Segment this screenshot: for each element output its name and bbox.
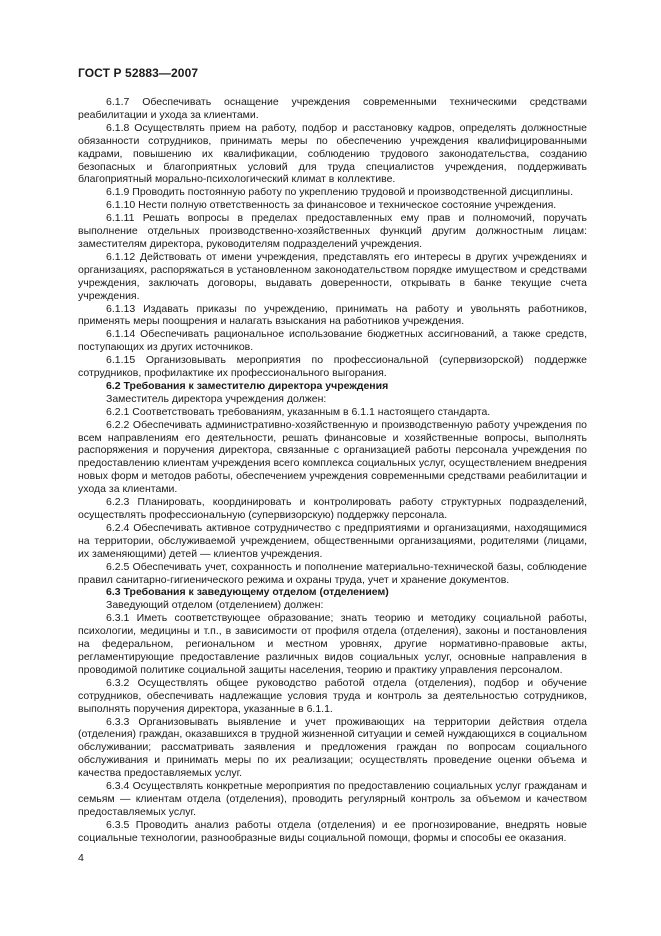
paragraph-6-2-4: 6.2.4 Обеспечивать активное сотрудничество с предприятиями и организациями, находящимися на территории, обслуживаемой учреждением, общественными организациями, родителями (лицами, их заменяющими) детей — клиентов учреждения. — [78, 521, 587, 560]
paragraph-6-1-9: 6.1.9 Проводить постоянную работу по укреплению трудовой и производственной дисциплины. — [106, 186, 573, 199]
document-body — [78, 96, 587, 845]
paragraph-6-1-14: 6.1.14 Обеспечивать рациональное использование бюджетных ассигнований, а также средств, поступающих из других источников. — [78, 328, 587, 354]
paragraph-6-2-5: 6.2.5 Обеспечивать учет, сохранность и пополнение материально-технической базы, соблюдение правил санитарно-гигиенического режима и охраны труда, учет и хранение документов. — [78, 560, 587, 586]
paragraph-6-1-10: 6.1.10 Нести полную ответственность за финансовое и техническое состояние учреждения. — [106, 199, 557, 212]
paragraph-6-1-12: 6.1.12 Действовать от имени учреждения, представлять его интересы в других учреждениях и организациях, распоряжаться в установленном законодательством порядке имуществом и средствами учреждения, заключать договоры, выдавать доверенности, открывать в банке текущие счета учреждения. — [78, 250, 587, 302]
paragraph-6-2-intro: Заместитель директора учреждения должен: — [106, 392, 327, 405]
paragraph-6-1-11: 6.1.11 Решать вопросы в пределах предоставленных ему прав и полномочий, поручать выполнение отдельных производственно-хозяйственных функций другим должностным лицам: заместителям директора, руководителям подразделений учреждения. — [78, 212, 587, 250]
paragraph-6-1-8: 6.1.8 Осуществлять прием на работу, подбор и расстановку кадров, определять должностные обязанности сотрудников, принимать меры по обеспечению учреждения квалифицированными кадрами, повышению их квалификации, соблюдению трудового законодательства, созданию безопасных и благоприятных условий для труда специалистов учреждения, поддерживать благоприятный морально-психологический климат в коллективе. — [78, 121, 587, 186]
paragraph-6-3-5: 6.3.5 Проводить анализ работы отдела (отделения) и ее прогнозирование, внедрять новые социальные технологии, разнообразные виды социальной помощи, формы и способы ее оказания. — [78, 818, 587, 844]
paragraph-6-1-7: 6.1.7 Обеспечивать оснащение учреждения современными техническими средствами реабилитации и ухода за клиентами. — [78, 96, 587, 121]
paragraph-6-3-4: 6.3.4 Осуществлять конкретные мероприятия по предоставлению социальных услуг гражданам и семьям — клиентам отдела (отделения), проводить регулярный контроль за объемом и качеством предоставляемых услуг. — [78, 780, 587, 818]
section-heading-6-3: 6.3 Требования к заведующему отделом (отделением) — [106, 586, 389, 599]
paragraph-6-2-3: 6.2.3 Планировать, координировать и контролировать работу структурных подразделений, осуществлять профессиональную (супервизорскую) поддержку персонала. — [78, 496, 587, 521]
paragraph-6-3-2: 6.3.2 Осуществлять общее руководство работой отдела (отделения), подбор и обучение сотрудников, обеспечивать надлежащие условия труда и контроль за деятельностью сотрудников, выполнять поручения директора, указанные в 6.1.1. — [78, 676, 587, 715]
paragraph-6-1-15: 6.1.15 Организовывать мероприятия по профессиональной (супервизорской) поддержке сотрудников, профилактике их профессионального выгорания. — [78, 354, 587, 380]
document-header: ГОСТ Р 52883—2007 — [78, 66, 199, 80]
paragraph-6-3-intro: Заведующий отделом (отделением) должен: — [106, 599, 324, 612]
paragraph-6-2-1: 6.2.1 Соответствовать требованиям, указанным в 6.1.1 настоящего стандарта. — [106, 405, 491, 418]
section-heading-6-2: 6.2 Требования к заместителю директора учреждения — [106, 379, 389, 392]
paragraph-6-3-1: 6.3.1 Иметь соответствующее образование; знать теорию и методику социальной работы, психологии, медицины и т.п., в зависимости от профиля отдела (отделения), законы и постановления на федеральном, региональном и местном уровнях, другие нормативно-правовые акты, регламентирующие предоставление различных видов социальных услуг, основные направления в проводимой политике социальной защиты населения, теорию и практику управления персоналом. — [78, 612, 587, 676]
paragraph-6-3-3: 6.3.3 Организовывать выявление и учет проживающих на территории действия отдела (отделения) граждан, оказавшихся в трудной жизненной ситуации и семей нуждающихся в социальном обслуживании; рассматривать заявления и предложения граждан по вопросам социального обслуживания и принимать меры по их реализации; осуществлять проведение оценки объема и качества предоставляемых услуг. — [78, 715, 587, 780]
paragraph-6-2-2: 6.2.2 Обеспечивать административно-хозяйственную и производственную работу учреждения по всем направлениям его деятельности, решать финансовые и хозяйственные вопросы, выполнять распоряжения и поручения директора, связанные с организацией работы персонала учреждения по предоставлению клиентам учреждения всего комплекса социальных услуг, осуществлением внедрения новых форм и методов работы, обеспечением учреждения современными средствами реабилитации и ухода за клиентами. — [78, 418, 587, 496]
paragraph-6-1-13: 6.1.13 Издавать приказы по учреждению, принимать на работу и увольнять работников, применять меры поощрения и налагать взыскания на работников учреждения. — [78, 302, 587, 328]
page-number: 4 — [78, 852, 84, 864]
